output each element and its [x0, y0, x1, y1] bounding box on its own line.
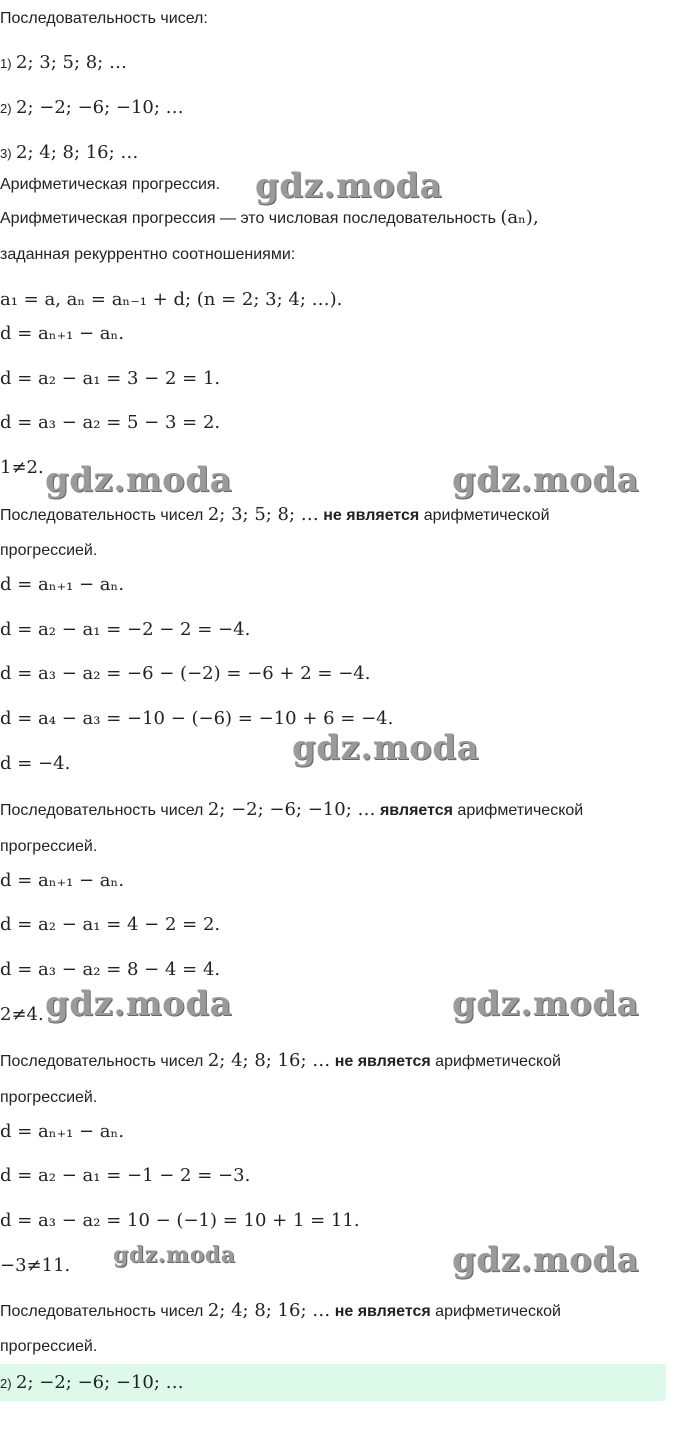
conclusion-text: арифметической — [457, 802, 584, 819]
watermark: gdz.moda — [113, 1242, 236, 1268]
conclusion-text: Последовательность чисел — [0, 802, 204, 819]
difference-formula: d = aₙ₊₁ − aₙ. — [0, 870, 125, 891]
conclusion-text: Последовательность чисел — [0, 1303, 204, 1320]
equation: d = a₃ − a₂ = 8 − 4 = 4. — [0, 959, 221, 980]
conclusion-text: Последовательность чисел — [0, 1053, 204, 1070]
equation: d = a₂ − a₁ = 4 − 2 = 2. — [0, 914, 221, 935]
conclusion — [0, 1300, 561, 1323]
equation: d = −4. — [0, 753, 71, 774]
list-item — [0, 142, 138, 165]
conclusion-end: прогрессией. — [0, 1338, 98, 1355]
watermark: gdz.moda — [452, 984, 640, 1024]
conclusion-text: арифметической — [423, 507, 550, 524]
difference-formula: d = aₙ₊₁ − aₙ. — [0, 323, 125, 344]
difference-formula: d = aₙ₊₁ − aₙ. — [0, 1121, 125, 1142]
watermark: gdz.moda — [255, 166, 443, 206]
intro-title: Последовательность чисел: — [0, 10, 208, 27]
equation: d = a₄ − a₃ = −10 − (−6) = −10 + 6 = −4. — [0, 708, 394, 729]
definition-heading: Арифметическая прогрессия. — [0, 176, 221, 193]
sequence: 2; 4; 8; 16; … — [207, 1050, 331, 1071]
recurrence-formula: a₁ = a, aₙ = aₙ₋₁ + d; (n = 2; 3; 4; …). — [0, 289, 343, 310]
conclusion-text: Последовательность чисел — [0, 507, 204, 524]
item-number: 3) — [0, 146, 12, 161]
difference-formula: d = aₙ₊₁ − aₙ. — [0, 574, 125, 595]
answer-line — [0, 1372, 184, 1395]
sequence: 2; 3; 5; 8; … — [16, 52, 127, 73]
conclusion — [0, 799, 583, 822]
equation: d = a₂ − a₁ = −1 − 2 = −3. — [0, 1165, 251, 1186]
conclusion — [0, 1050, 561, 1073]
conclusion-text: арифметической — [435, 1303, 561, 1320]
conclusion-emphasis: не является — [334, 1303, 431, 1320]
item-number: 1) — [0, 56, 12, 71]
definition-math: (aₙ), — [500, 207, 539, 228]
conclusion-end: прогрессией. — [0, 838, 98, 855]
conclusion — [0, 504, 550, 527]
conclusion-text: арифметической — [435, 1053, 561, 1070]
sequence: 2; 4; 8; 16; … — [16, 142, 139, 163]
comparison: −3≠11. — [0, 1255, 71, 1276]
equation: d = a₂ − a₁ = −2 − 2 = −4. — [0, 619, 251, 640]
conclusion-emphasis: является — [379, 802, 453, 819]
list-item — [0, 97, 184, 120]
item-number: 2) — [0, 1376, 12, 1391]
equation: d = a₃ − a₂ = 10 − (−1) = 10 + 1 = 11. — [0, 1210, 360, 1231]
sequence: 2; −2; −6; −10; … — [207, 799, 376, 820]
equation: d = a₂ − a₁ = 3 − 2 = 1. — [0, 368, 221, 389]
sequence: 2; −2; −6; −10; … — [16, 1372, 184, 1393]
equation: d = a₃ − a₂ = 5 − 3 = 2. — [0, 412, 221, 433]
conclusion-end: прогрессией. — [0, 1089, 98, 1106]
watermark: gdz.moda — [45, 984, 233, 1024]
definition-line-2: заданная рекуррентно соотношениями: — [0, 246, 296, 263]
answer-box — [0, 1364, 666, 1401]
list-item — [0, 52, 127, 75]
sequence: 2; 4; 8; 16; … — [207, 1300, 331, 1321]
watermark: gdz.moda — [292, 728, 480, 768]
equation: d = a₃ − a₂ = −6 − (−2) = −6 + 2 = −4. — [0, 663, 371, 684]
comparison: 2≠4. — [0, 1004, 44, 1025]
sequence: 2; 3; 5; 8; … — [207, 504, 319, 525]
item-number: 2) — [0, 101, 12, 116]
sequence: 2; −2; −6; −10; … — [16, 97, 184, 118]
watermark: gdz.moda — [452, 1240, 640, 1280]
definition-text: Арифметическая прогрессия — это числовая последовательность — [0, 210, 496, 227]
conclusion-emphasis: не является — [334, 1053, 431, 1070]
conclusion-emphasis: не является — [323, 507, 420, 524]
watermark: gdz.moda — [452, 460, 640, 500]
comparison: 1≠2. — [0, 457, 44, 478]
definition-line — [0, 207, 539, 230]
watermark: gdz.moda — [45, 460, 233, 500]
conclusion-end: прогрессией. — [0, 542, 98, 559]
